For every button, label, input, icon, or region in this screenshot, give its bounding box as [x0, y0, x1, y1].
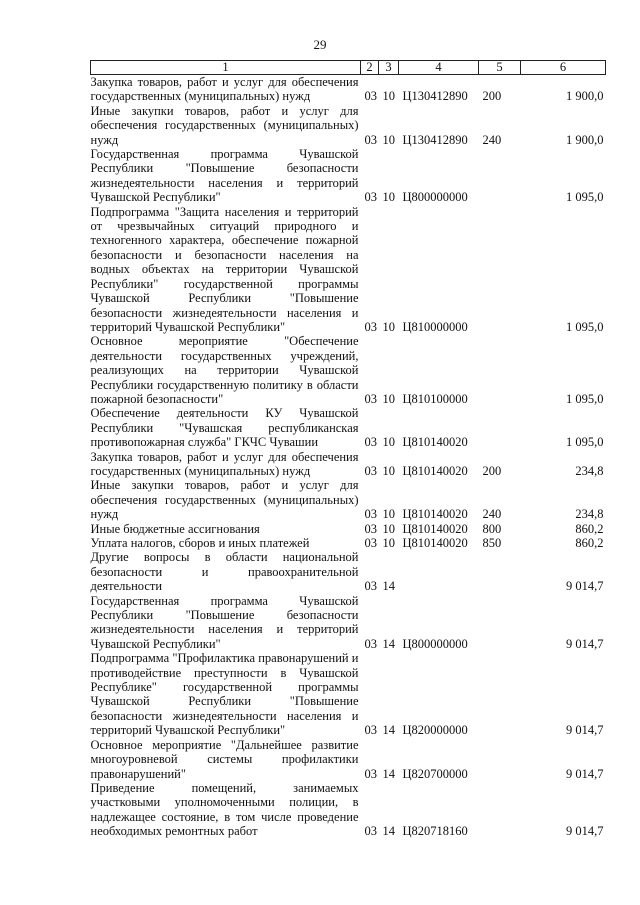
row-section-cell: 03: [364, 190, 377, 205]
row-amount-cell: 860,2: [575, 521, 604, 536]
row-target-article-cell: Ц810000000: [402, 319, 468, 334]
row-name-cell: Подпрограмма "Защита населения и территорий от чрезвычайных ситуаций природного и техногенного характера, обеспечение пожарной безопасности и безопасности населения на водных объектах на территории Чувашской Республики" государственной программы Чувашской Республики "Повышение безопасности жизнедеятельности населения и территорий Чувашской Республики": [90, 204, 359, 334]
row-amount-cell: 9 014,7: [566, 723, 604, 738]
row-expense-type-cell: 200: [482, 463, 502, 478]
table-row: [91, 406, 606, 449]
row-expense-type-cell: [479, 738, 521, 781]
row-name-cell: Закупка товаров, работ и услуг для обеспечения государственных (муниципальных) нужд: [90, 449, 359, 478]
row-subsection-cell: 14: [382, 636, 395, 651]
row-expense-type-cell: [479, 781, 521, 839]
row-name-cell: Основное мероприятие "Дальнейшее развитие многоуровневой системы профилактики правонарушений": [90, 737, 359, 781]
row-name-cell: Иные закупки товаров, работ и услуг для обеспечения государственных (муниципальных) нужд: [90, 103, 359, 147]
row-section-cell: 03: [364, 463, 377, 478]
row-subsection-cell: 14: [382, 766, 395, 781]
table-row: [91, 205, 606, 335]
column-header-target-article: 4: [399, 61, 479, 75]
row-name-cell: Иные бюджетные ассигнования: [90, 521, 260, 536]
row-subsection-cell: 14: [382, 723, 395, 738]
table-header-row: [91, 61, 606, 75]
table-row: [91, 536, 606, 550]
row-section-cell: 03: [364, 636, 377, 651]
row-expense-type-cell: [479, 406, 521, 449]
row-target-article-cell: Ц820000000: [402, 723, 468, 738]
row-amount-cell: 860,2: [575, 536, 604, 550]
row-target-article-cell: Ц820700000: [402, 766, 468, 781]
row-expense-type-cell: [479, 550, 521, 593]
row-target-article-cell: Ц810140020: [402, 536, 468, 550]
row-amount-cell: 234,8: [575, 507, 604, 522]
row-expense-type-cell: 240: [482, 507, 502, 522]
table-row: [91, 594, 606, 652]
row-target-article-cell: Ц820718160: [402, 824, 468, 839]
table-row: [91, 104, 606, 147]
row-name-cell: Обеспечение деятельности КУ Чувашской Республики "Чувашская республиканская противопожарная служба" ГКЧС Чувашии: [90, 406, 359, 450]
row-subsection-cell: 10: [382, 507, 395, 522]
row-subsection-cell: 10: [382, 536, 395, 550]
row-target-article-cell: Ц130412890: [402, 132, 468, 147]
row-amount-cell: 9 014,7: [566, 824, 604, 839]
row-name-cell: Государственная программа Чувашской Республики "Повышение безопасности жизнедеятельности населения и территорий Чувашской Республики": [90, 593, 359, 651]
row-section-cell: 03: [364, 435, 377, 450]
row-amount-cell: 9 014,7: [566, 766, 604, 781]
column-header-name: 1: [91, 61, 361, 75]
row-section-cell: 03: [364, 766, 377, 781]
budget-table: [90, 60, 606, 839]
row-target-article-cell: Ц810140020: [402, 521, 468, 536]
table-row: [91, 522, 606, 536]
table-row: [91, 478, 606, 521]
row-expense-type-cell: [479, 205, 521, 335]
row-name-cell: Другие вопросы в области национальной безопасности и правоохранительной деятельности: [90, 550, 359, 594]
row-name-cell: Подпрограмма "Профилактика правонарушений и противодействие преступности в Чувашской Республике" государственной программы Чувашской Республики "Повышение безопасности жизнедеятельности населения и территорий Чувашской Республики": [90, 651, 359, 738]
table-row: [91, 147, 606, 205]
row-expense-type-cell: [479, 334, 521, 406]
row-section-cell: 03: [364, 391, 377, 406]
row-amount-cell: 1 095,0: [566, 190, 604, 205]
row-target-article-cell: Ц130412890: [402, 89, 468, 104]
row-section-cell: 03: [364, 521, 377, 536]
row-expense-type-cell: [479, 147, 521, 205]
row-section-cell: 03: [364, 579, 377, 594]
row-target-article-cell: Ц810140020: [402, 507, 468, 522]
row-section-cell: 03: [364, 89, 377, 104]
row-amount-cell: 1 095,0: [566, 319, 604, 334]
row-amount-cell: 9 014,7: [566, 636, 604, 651]
column-header-subsection: 3: [379, 61, 399, 75]
row-amount-cell: 1 900,0: [566, 132, 604, 147]
row-amount-cell: 1 095,0: [566, 435, 604, 450]
row-subsection-cell: 10: [382, 89, 395, 104]
row-amount-cell: 9 014,7: [566, 579, 604, 594]
row-expense-type-cell: 240: [482, 132, 502, 147]
row-subsection-cell: 10: [382, 391, 395, 406]
row-target-article-cell: Ц810140020: [402, 463, 468, 478]
row-name-cell: Иные закупки товаров, работ и услуг для обеспечения государственных (муниципальных) нужд: [90, 478, 359, 522]
row-subsection-cell: 10: [382, 435, 395, 450]
row-section-cell: 03: [364, 824, 377, 839]
row-section-cell: 03: [364, 132, 377, 147]
row-section-cell: 03: [364, 536, 377, 550]
row-section-cell: 03: [364, 723, 377, 738]
column-header-amount: 6: [521, 61, 606, 75]
row-amount-cell: 1 095,0: [566, 391, 604, 406]
row-section-cell: 03: [364, 507, 377, 522]
table-row: [91, 450, 606, 479]
table-row: [91, 651, 606, 737]
column-header-expense-type: 5: [479, 61, 521, 75]
row-subsection-cell: 10: [382, 521, 395, 536]
row-expense-type-cell: 850: [482, 536, 502, 550]
row-name-cell: Основное мероприятие "Обеспечение деятельности государственных учреждений, реализующих на территории Чувашской Республики государственную политику в области пожарной безопасности": [90, 334, 359, 406]
row-target-article-cell: [399, 550, 479, 593]
table-row: [91, 334, 606, 406]
table-row: [91, 781, 606, 839]
table-row: [91, 550, 606, 593]
row-subsection-cell: 10: [382, 319, 395, 334]
row-expense-type-cell: [479, 651, 521, 737]
row-expense-type-cell: [479, 594, 521, 652]
page-number: 29: [313, 37, 327, 52]
row-section-cell: 03: [364, 319, 377, 334]
row-subsection-cell: 10: [382, 132, 395, 147]
row-target-article-cell: Ц800000000: [402, 636, 468, 651]
table-row: [91, 75, 606, 104]
row-expense-type-cell: 200: [482, 89, 502, 104]
row-subsection-cell: 14: [382, 824, 395, 839]
row-name-cell: Государственная программа Чувашской Республики "Повышение безопасности жизнедеятельности населения и территорий Чувашской Республики": [90, 147, 359, 205]
row-amount-cell: 234,8: [575, 463, 604, 478]
row-target-article-cell: Ц810100000: [402, 391, 468, 406]
row-name-cell: Уплата налогов, сборов и иных платежей: [90, 536, 310, 550]
row-name-cell: Закупка товаров, работ и услуг для обеспечения государственных (муниципальных) нужд: [90, 75, 359, 104]
row-subsection-cell: 14: [382, 579, 395, 594]
row-subsection-cell: 10: [382, 190, 395, 205]
table-row: [91, 738, 606, 781]
row-target-article-cell: Ц800000000: [402, 190, 468, 205]
row-expense-type-cell: 800: [482, 521, 502, 536]
column-header-section: 2: [361, 61, 379, 75]
row-amount-cell: 1 900,0: [566, 89, 604, 104]
row-subsection-cell: 10: [382, 463, 395, 478]
row-target-article-cell: Ц810140020: [402, 435, 468, 450]
row-name-cell: Приведение помещений, занимаемых участковыми уполномоченными полиции, в надлежащее состояние, в том числе проведение необходимых ремонтных работ: [90, 780, 359, 839]
